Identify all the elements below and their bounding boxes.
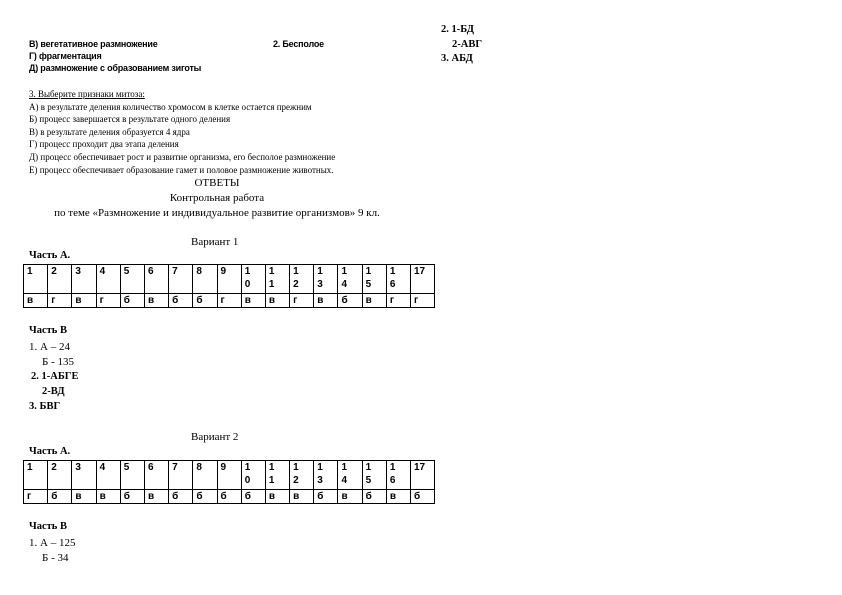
question-number-cell xyxy=(241,265,265,294)
answer-cell: г xyxy=(48,294,72,308)
question-number-digit: 3 xyxy=(75,462,81,473)
question-number-digit: 0 xyxy=(244,279,251,290)
question-number-digit: 4 xyxy=(99,462,106,473)
question-number-digit: 1 xyxy=(244,462,251,473)
question-number-digit: 1 xyxy=(365,266,372,277)
answer-cell: г xyxy=(386,294,410,308)
variant1-answer-table xyxy=(23,264,435,308)
answers-title: ОТВЕТЫ xyxy=(194,177,240,189)
variant2-b1-a: 1. А – 125 xyxy=(29,537,76,549)
answer-cell: в xyxy=(24,294,48,308)
answer-cell: б xyxy=(48,490,72,504)
top-left-line-d: Д) размножение с образованием зиготы xyxy=(29,63,202,73)
question-number-digit: 1 xyxy=(27,462,33,473)
variant2-part-a: Часть А. xyxy=(29,446,71,457)
question-number-cell xyxy=(169,461,193,490)
answer-cell: б xyxy=(169,490,193,504)
answer-cell: в xyxy=(386,490,410,504)
answers-subtitle: Контрольная работа xyxy=(169,192,265,204)
question-number-cell xyxy=(314,461,338,490)
question-number-digit: 1 xyxy=(268,475,275,486)
question-number-cell xyxy=(290,461,314,490)
question-number-digit: 8 xyxy=(196,462,202,473)
question-number-cell xyxy=(24,461,48,490)
question-number-digit: 2 xyxy=(51,266,57,277)
answer-cell: б xyxy=(314,490,338,504)
variant1-b1-a: 1. А – 24 xyxy=(29,341,70,353)
answer-cell: б xyxy=(241,490,265,504)
question-number-digit: 2 xyxy=(51,462,57,473)
answer-cell: б xyxy=(217,490,241,504)
top-right-answer-3: 3. АБД xyxy=(441,53,473,64)
question3-option: В) в результате деления образуется 4 ядра xyxy=(29,126,190,137)
answer-cell: в xyxy=(290,490,314,504)
question-number-cell xyxy=(72,265,96,294)
question-number-cell xyxy=(265,461,289,490)
answers-topic: по теме «Размножение и индивидуальное развитие организмов» 9 кл. xyxy=(54,207,380,219)
question-number-digit: 3 xyxy=(317,279,323,290)
top-left-line-v: В) вегетативное размножение xyxy=(29,39,158,49)
question3-option: Д) процесс обеспечивает рост и развитие организма, его бесполое размножение xyxy=(29,151,336,162)
question-number-digit: 5 xyxy=(123,462,130,473)
question-number-digit: 3 xyxy=(317,475,323,486)
variant1-b1-b: Б - 135 xyxy=(42,356,74,368)
question-number-cell xyxy=(72,461,96,490)
top-mid-answer: 2. Бесполое xyxy=(273,39,324,49)
top-right-answer-1: 2. 1-БД xyxy=(441,24,475,35)
question-number-cell xyxy=(144,265,168,294)
answer-cell: г xyxy=(411,294,435,308)
answer-cell: б xyxy=(193,490,217,504)
answer-cell: в xyxy=(96,490,120,504)
question-number-digit: 2 xyxy=(293,279,299,290)
question-number-digit: 0 xyxy=(244,475,251,486)
variant1-title: Вариант 1 xyxy=(191,236,239,248)
question-number-digit: 6 xyxy=(147,462,154,473)
question-number-digit: 6 xyxy=(389,475,396,486)
question-number-cell xyxy=(411,461,435,490)
question-number-digit: 17 xyxy=(414,462,426,473)
question-number-digit: 6 xyxy=(389,279,396,290)
answer-cell: б xyxy=(362,490,386,504)
answer-cell: г xyxy=(217,294,241,308)
question-number-digit: 1 xyxy=(365,462,372,473)
question-number-cell xyxy=(48,461,72,490)
question-number-cell xyxy=(290,265,314,294)
answer-cell: г xyxy=(290,294,314,308)
question-number-cell xyxy=(386,265,410,294)
answer-cell: в xyxy=(314,294,338,308)
question-number-cell xyxy=(120,265,144,294)
question-number-cell xyxy=(265,265,289,294)
question-number-digit: 3 xyxy=(75,266,81,277)
question-number-cell xyxy=(217,461,241,490)
question-number-cell xyxy=(193,461,217,490)
question-number-digit: 17 xyxy=(414,266,426,277)
question-number-digit: 1 xyxy=(293,462,299,473)
top-right-answer-2: 2-АВГ xyxy=(452,39,483,50)
question-number-cell xyxy=(362,265,386,294)
question-number-cell xyxy=(217,265,241,294)
question-number-digit: 6 xyxy=(147,266,154,277)
question3-option: А) в результате деления количество хромосом в клетке остается прежним xyxy=(29,101,312,112)
question-number-digit: 5 xyxy=(365,279,372,290)
answer-cell: в xyxy=(144,490,168,504)
question-number-cell xyxy=(314,265,338,294)
question-number-digit: 9 xyxy=(220,266,227,277)
variant2-title: Вариант 2 xyxy=(191,431,239,443)
question-number-cell xyxy=(362,461,386,490)
question-number-digit: 4 xyxy=(341,475,347,486)
question-number-digit: 1 xyxy=(389,266,396,277)
question3-option: Е) процесс обеспечивает образование гамет и половое размножение животных. xyxy=(29,164,334,175)
question-number-cell xyxy=(386,461,410,490)
variant1-part-a: Часть А. xyxy=(29,250,71,261)
top-left-line-g: Г) фрагментация xyxy=(29,51,102,61)
question-number-digit: 2 xyxy=(293,475,299,486)
question-number-digit: 1 xyxy=(268,266,275,277)
question-number-digit: 5 xyxy=(123,266,130,277)
question-number-digit: 1 xyxy=(317,462,323,473)
question-number-digit: 1 xyxy=(268,462,275,473)
variant1-part-b: Часть В xyxy=(29,325,67,336)
question-number-cell xyxy=(193,265,217,294)
question-number-cell xyxy=(338,265,362,294)
question-number-digit: 1 xyxy=(341,462,347,473)
answer-cell: в xyxy=(72,490,96,504)
question-number-cell xyxy=(96,461,120,490)
answer-cell: в xyxy=(265,490,289,504)
answer-cell: в xyxy=(362,294,386,308)
answer-cell: в xyxy=(338,490,362,504)
variant2-part-b: Часть В xyxy=(29,521,67,532)
variant2-b1-b: Б - 34 xyxy=(42,552,69,564)
answer-cell: б xyxy=(338,294,362,308)
answer-cell: в xyxy=(265,294,289,308)
question-number-digit: 4 xyxy=(99,266,106,277)
question-number-digit: 1 xyxy=(268,279,275,290)
question-number-digit: 5 xyxy=(365,475,372,486)
answer-cell: б xyxy=(120,490,144,504)
question-number-cell xyxy=(411,265,435,294)
answer-cell: б xyxy=(120,294,144,308)
question-number-digit: 7 xyxy=(172,462,178,473)
question-number-digit: 9 xyxy=(220,462,227,473)
question-number-digit: 8 xyxy=(196,266,202,277)
variant1-b3: 3. БВГ xyxy=(29,401,61,412)
question-number-digit: 4 xyxy=(341,279,347,290)
question-number-cell xyxy=(338,461,362,490)
question3 xyxy=(29,88,335,176)
question-number-digit: 1 xyxy=(317,266,323,277)
answer-cell: б xyxy=(411,490,435,504)
question-number-cell xyxy=(96,265,120,294)
answer-cell: г xyxy=(24,490,48,504)
question3-option: Г) процесс проходит два этапа деления xyxy=(29,139,179,150)
question-number-digit: 1 xyxy=(293,266,299,277)
variant2-answer-table xyxy=(23,460,435,504)
question3-option: Б) процесс завершается в результате одного деления xyxy=(29,114,231,125)
question-number-digit: 1 xyxy=(27,266,33,277)
answer-cell: б xyxy=(193,294,217,308)
question-number-digit: 1 xyxy=(341,266,347,277)
question3-title: 3. Выберите признаки митоза: xyxy=(29,89,145,99)
question-number-cell xyxy=(24,265,48,294)
question-number-digit: 7 xyxy=(172,266,178,277)
answer-cell: г xyxy=(96,294,120,308)
answer-cell: в xyxy=(144,294,168,308)
question-number-digit: 1 xyxy=(389,462,396,473)
variant1-b2-1: 2. 1-АБГЕ xyxy=(31,371,79,382)
question-number-cell xyxy=(241,461,265,490)
variant1-b2-2: 2-ВД xyxy=(42,386,65,397)
question-number-digit: 1 xyxy=(244,266,251,277)
answer-cell: в xyxy=(241,294,265,308)
answer-cell: в xyxy=(72,294,96,308)
question-number-cell xyxy=(120,461,144,490)
answer-cell: б xyxy=(169,294,193,308)
question-number-cell xyxy=(48,265,72,294)
question-number-cell xyxy=(169,265,193,294)
question-number-cell xyxy=(144,461,168,490)
